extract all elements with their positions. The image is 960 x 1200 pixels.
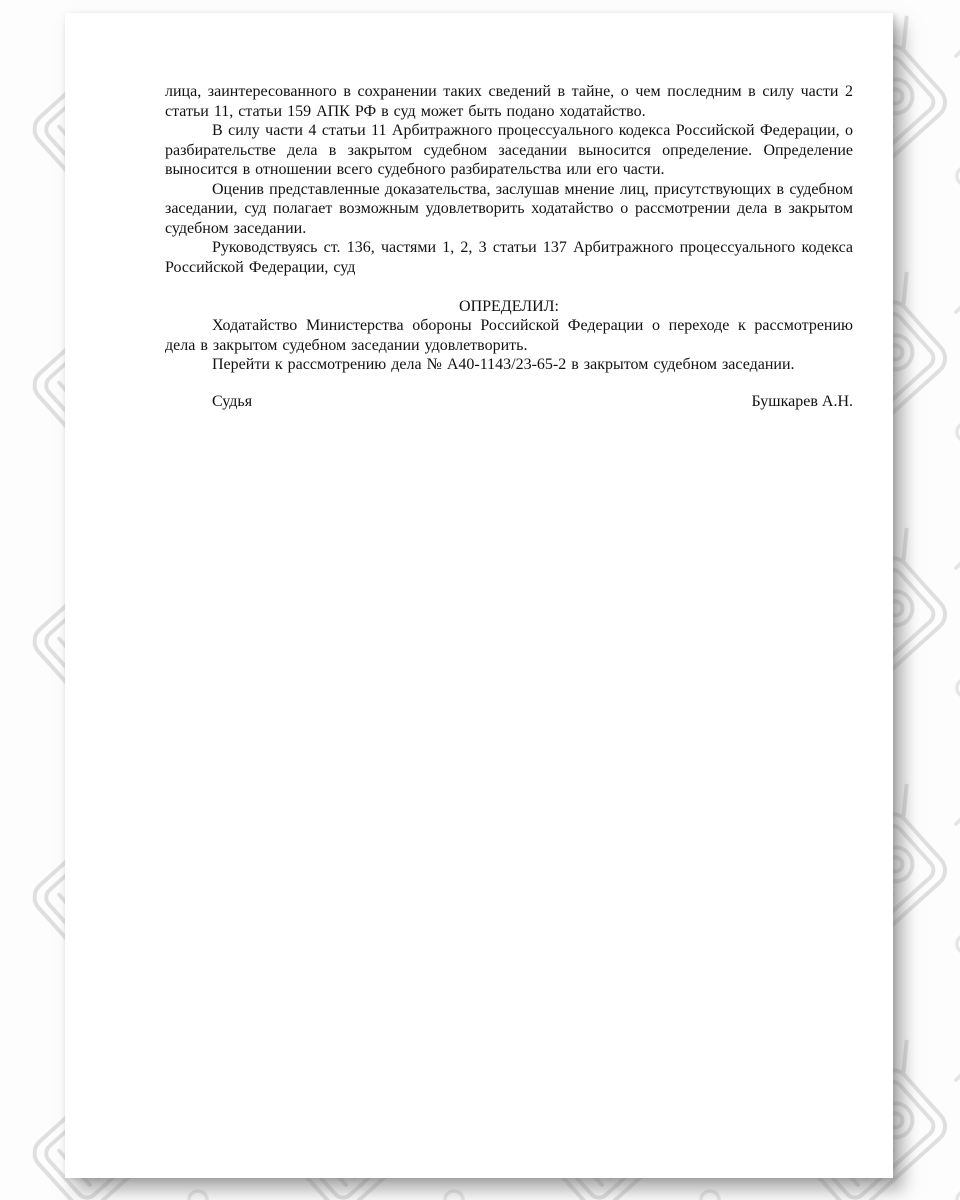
body-paragraph: лица, заинтересованного в сохранении таких сведений в тайне, о чем последним в силу части 2 статьи 11, статьи 159 АПК РФ в суд может быть подано ходатайство.: [165, 83, 853, 120]
body-paragraph: Оценив представленные доказательства, заслушав мнение лиц, присутствующих в судебном заседании, суд полагает возможным удовлетворить ходатайство о рассмотрении дела в закрытом судебном заседании.: [165, 180, 853, 237]
document-content: [65, 13, 893, 411]
body-paragraph: Руководствуясь ст. 136, частями 1, 2, 3 статьи 137 Арбитражного процессуального кодекса Российской Федерации, суд: [165, 239, 853, 276]
resolution-heading: ОПРЕДЕЛИЛ:: [459, 297, 559, 315]
signature-judge-name: Бушкарев А.Н.: [751, 392, 853, 410]
resolution-paragraph: Ходатайство Министерства обороны Российской Федерации о переходе к рассмотрению дела в закрытом судебном заседании удовлетворить.: [165, 317, 853, 354]
resolution-paragraph: Перейти к рассмотрению дела № А40-1143/23-65-2 в закрытом судебном заседании.: [212, 356, 795, 373]
document-page: [65, 13, 893, 1178]
signature-role-label: Судья: [212, 392, 253, 410]
body-paragraph: В силу части 4 статьи 11 Арбитражного процессуального кодекса Российской Федерации, о разбирательстве дела в закрытом судебном заседании выносится определение. Определение выносится в отношении всего судебного разбирательства или его части.: [165, 122, 853, 178]
signature-row: [165, 392, 853, 412]
